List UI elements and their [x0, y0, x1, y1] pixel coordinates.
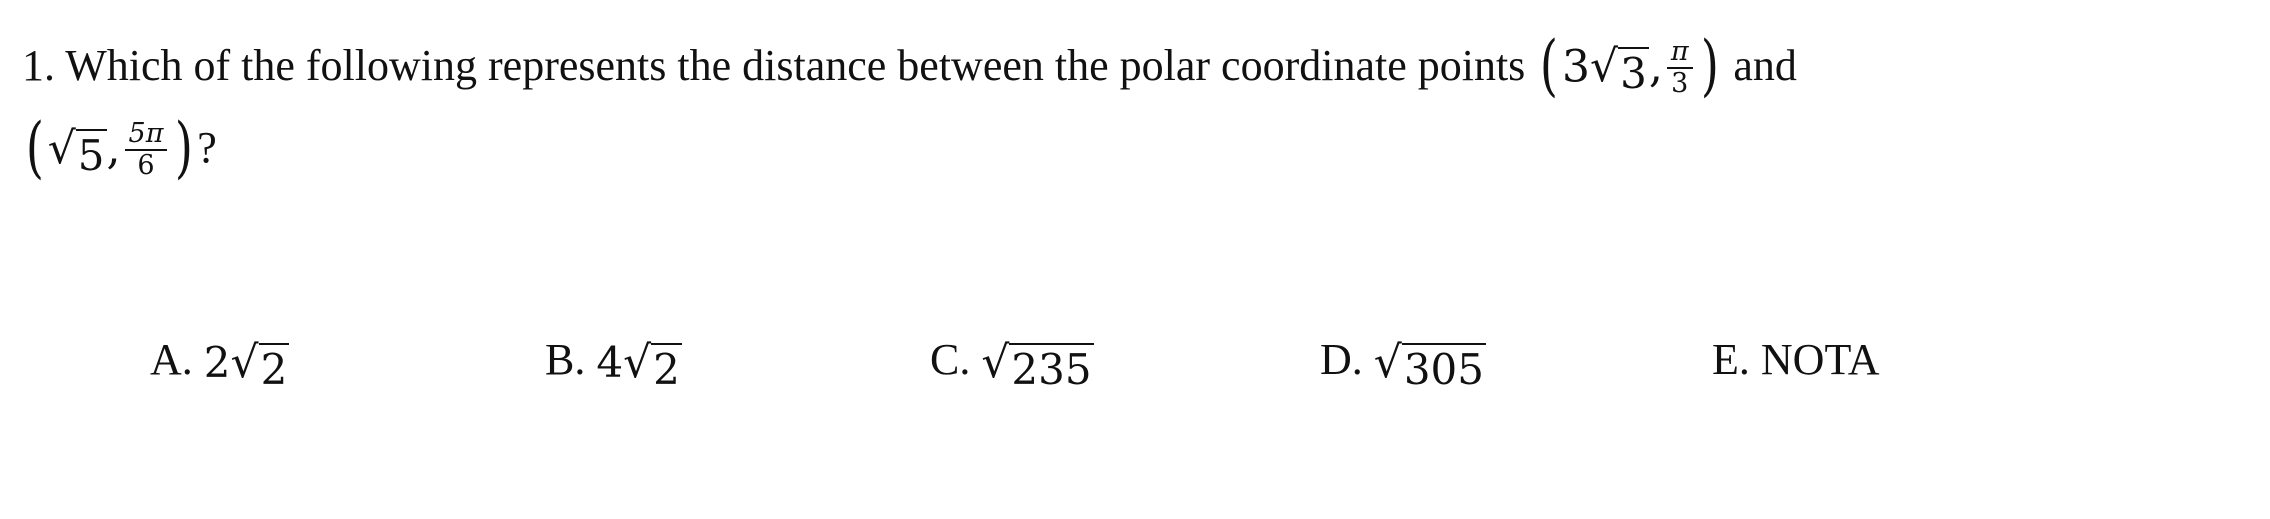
choice-b[interactable] [545, 330, 682, 395]
point-2-theta [125, 119, 168, 181]
choice-b-radicand: 2 [653, 344, 680, 394]
point-1-theta-num: π [1667, 37, 1693, 69]
question-connector: and [1733, 41, 1797, 90]
choice-b-sqrt [623, 337, 682, 395]
choice-d-value [1374, 333, 1486, 395]
choice-a-sqrt [231, 337, 290, 395]
point-1-theta [1667, 37, 1693, 99]
point-2-r-radicand: 5 [77, 131, 105, 181]
choice-label: C. [930, 335, 971, 384]
choice-b-value [596, 333, 682, 395]
choice-c-value [981, 333, 1093, 395]
choice-c-radicand: 235 [1011, 344, 1092, 394]
choice-a-coef: 2 [203, 337, 231, 387]
point-1-r-sqrt [1590, 41, 1649, 99]
point-1-theta-den: 3 [1671, 67, 1689, 99]
point-2-r-sqrt [48, 123, 107, 181]
sqrt-sign: √ [981, 336, 1010, 388]
question-number: 1. [22, 41, 55, 90]
choice-a[interactable] [150, 330, 289, 395]
point-1-r-coef: 3 [1562, 41, 1591, 93]
sqrt-sign: √ [230, 336, 259, 388]
choice-a-radicand: 2 [260, 344, 288, 394]
choice-c[interactable] [930, 330, 1094, 395]
sqrt-sign: √ [47, 123, 76, 175]
choice-label: E. [1712, 335, 1750, 384]
sqrt-sign: √ [1590, 41, 1619, 93]
comma: , [106, 123, 121, 175]
choice-e[interactable] [1712, 330, 1880, 390]
choice-d[interactable] [1320, 330, 1486, 395]
open-paren: ( [1540, 26, 1559, 104]
comma: , [1648, 41, 1663, 93]
question-line-1 [22, 26, 1797, 104]
choice-d-radicand: 305 [1403, 344, 1484, 394]
point-1 [1536, 26, 1722, 104]
point-2-theta-den: 6 [137, 149, 155, 181]
question-line-2 [22, 108, 217, 186]
choice-d-sqrt [1374, 337, 1486, 395]
question-end: ? [197, 123, 217, 172]
open-paren: ( [25, 108, 44, 186]
sqrt-sign: √ [623, 336, 652, 388]
choice-a-value [204, 333, 290, 395]
point-1-r-radicand: 3 [1620, 49, 1647, 99]
choice-c-sqrt [981, 337, 1093, 395]
question-text: Which of the following represents the distance between the polar coordinate points [65, 41, 1526, 90]
choice-label: A. [150, 335, 193, 384]
choice-label: D. [1320, 335, 1363, 384]
choice-label: B. [545, 335, 586, 384]
point-2-theta-num: 5π [125, 119, 168, 151]
choice-e-text: NOTA [1760, 335, 1880, 384]
sqrt-sign: √ [1373, 336, 1402, 388]
close-paren: ) [1700, 26, 1719, 104]
point-2 [22, 108, 197, 186]
close-paren: ) [175, 108, 194, 186]
choice-b-coef: 4 [596, 337, 624, 387]
